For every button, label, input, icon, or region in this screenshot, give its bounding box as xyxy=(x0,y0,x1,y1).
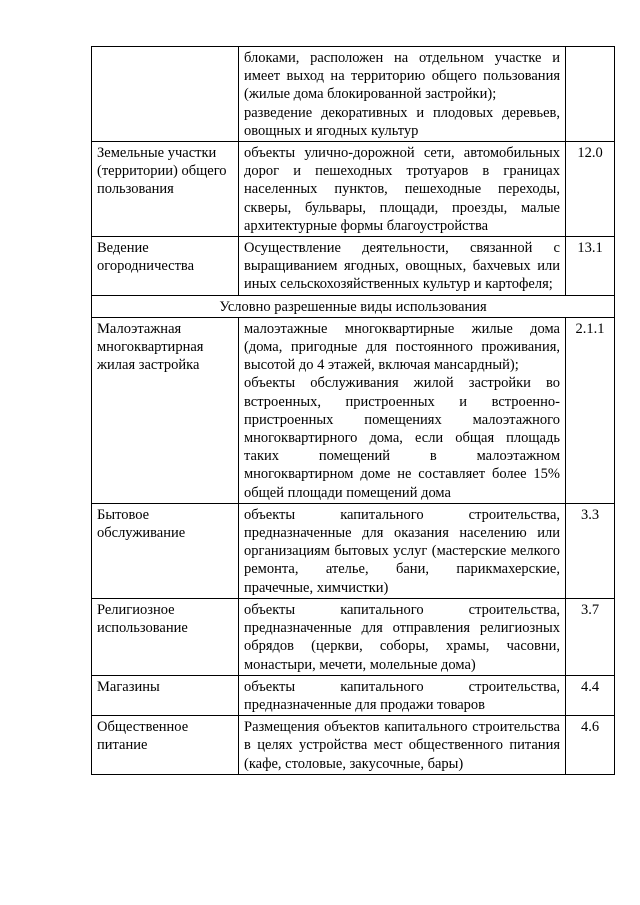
description-paragraph: объекты капитального строительства, предназначенные для отправления религиозных обрядов (церкви, соборы, храмы, часовни, монастыри, мечети, молельные дома) xyxy=(244,601,560,673)
use-description-cell xyxy=(239,47,566,142)
table-row xyxy=(92,503,615,598)
use-code-cell: 12.0 xyxy=(566,142,615,237)
use-description-cell xyxy=(239,142,566,237)
use-name-cell: Малоэтажная многоквартирная жилая застройка xyxy=(92,317,239,503)
use-code-cell xyxy=(566,47,615,142)
table-row xyxy=(92,142,615,237)
table-row xyxy=(92,675,615,715)
use-code-cell: 2.1.1 xyxy=(566,317,615,503)
description-paragraph: Осуществление деятельности, связанной с выращиванием ягодных, овощных, бахчевых или иных сельскохозяйственных культур и картофеля; xyxy=(244,240,560,293)
use-description-cell xyxy=(239,598,566,675)
table-row xyxy=(92,47,615,142)
use-code-cell: 3.7 xyxy=(566,598,615,675)
description-paragraph: блоками, расположен на отдельном участке и имеет выход на территорию общего пользования (жилые дома блокированной застройки); xyxy=(244,50,560,103)
table-row xyxy=(92,237,615,296)
description-paragraph: Размещения объектов капитального строительства в целях устройства мест общественного питания (кафе, столовые, закусочные, бары) xyxy=(244,719,560,772)
use-description-cell xyxy=(239,317,566,503)
use-code-cell: 13.1 xyxy=(566,237,615,296)
description-paragraph: объекты капитального строительства, предназначенные для оказания населению или организациям бытовых услуг (мастерские мелкого ремонта, ателье, бани, парикмахерские, прачечные, химчистки) xyxy=(244,506,560,596)
use-name-cell: Ведение огородничества xyxy=(92,237,239,296)
description-paragraph: малоэтажные многоквартирные жилые дома (дома, пригодные для постоянного проживания, высотой до 4 этажей, включая мансардный); xyxy=(244,320,560,374)
section-header-row xyxy=(92,295,615,317)
use-code-cell: 4.4 xyxy=(566,675,615,715)
table-row xyxy=(92,598,615,675)
use-name-cell: Земельные участки (территории) общего пользования xyxy=(92,142,239,237)
use-name-cell: Магазины xyxy=(92,675,239,715)
use-description-cell xyxy=(239,503,566,598)
description-paragraph: объекты капитального строительства, предназначенные для продажи товаров xyxy=(244,678,560,713)
use-name-cell: Религиозное использование xyxy=(92,598,239,675)
description-paragraph: объекты улично-дорожной сети, автомобильных дорог и пешеходных тротуаров в границах населенных пунктов, пешеходные переходы, скверы, бульвары, площади, проезды, малые архитектурные формы благоустройства xyxy=(244,145,560,234)
use-description-cell xyxy=(239,237,566,296)
use-code-cell: 4.6 xyxy=(566,716,615,775)
use-name-cell: Общественное питание xyxy=(92,716,239,775)
use-description-cell xyxy=(239,675,566,715)
description-paragraph: разведение декоративных и плодовых деревьев, овощных и ягодных культур xyxy=(244,104,560,139)
use-code-cell: 3.3 xyxy=(566,503,615,598)
table-row xyxy=(92,716,615,775)
use-name-cell xyxy=(92,47,239,142)
use-description-cell xyxy=(239,716,566,775)
description-paragraph: объекты обслуживания жилой застройки во встроенных, пристроенных и встроенно-пристроенных помещениях малоэтажного многоквартирного дома, если общая площадь таких помещений в малоэтажном многоквартирном доме не составляет более 15% общей площади помещений дома xyxy=(244,375,560,501)
land-use-table xyxy=(91,46,615,775)
use-name-cell: Бытовое обслуживание xyxy=(92,503,239,598)
section-header: Условно разрешенные виды использования xyxy=(92,295,615,317)
table-row xyxy=(92,317,615,503)
